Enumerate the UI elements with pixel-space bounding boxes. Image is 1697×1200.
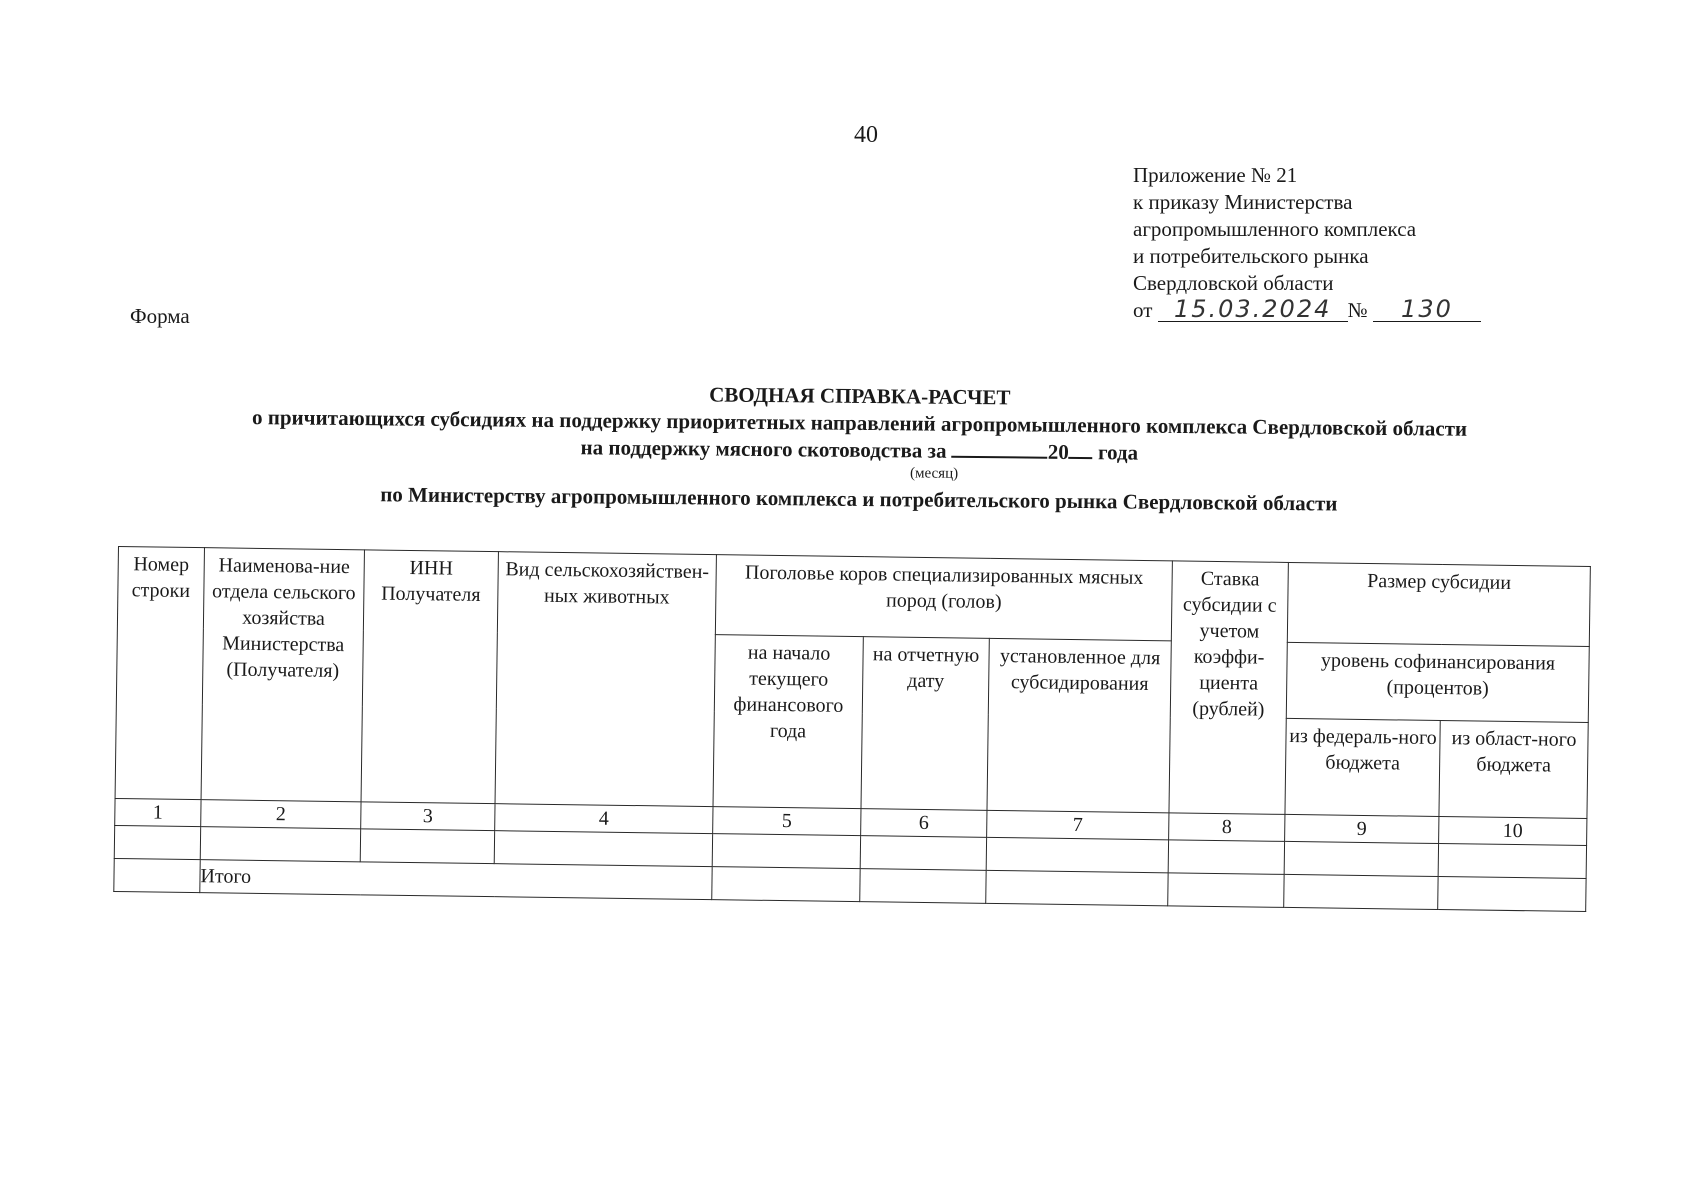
empty-cell bbox=[200, 827, 360, 862]
column-number: 6 bbox=[861, 809, 987, 838]
year-suffix: года bbox=[1097, 440, 1139, 465]
appendix-line: Свердловской области bbox=[1133, 271, 1334, 295]
header-livestock-start: на начало текущего финансового года bbox=[713, 635, 863, 809]
column-number: 9 bbox=[1285, 814, 1439, 843]
header-livestock-group: Поголовье коров специализированных мясных пород (голов) bbox=[715, 555, 1172, 641]
header-cofinancing: уровень софинансирования (процентов) bbox=[1286, 642, 1589, 722]
form-label: Форма bbox=[130, 304, 190, 328]
empty-cell bbox=[114, 825, 200, 859]
column-number: 8 bbox=[1169, 813, 1285, 842]
appendix-line: и потребительского рынка bbox=[1133, 244, 1369, 268]
header-regional: из област-ного бюджета bbox=[1439, 721, 1588, 819]
document-title-block bbox=[139, 376, 1580, 520]
number-prefix: № bbox=[1347, 298, 1368, 322]
column-number: 10 bbox=[1439, 817, 1587, 846]
header-livestock-set: установленное для субсидирования bbox=[987, 638, 1171, 812]
period-text: на поддержку мясного скотоводства за bbox=[580, 435, 947, 463]
column-number: 4 bbox=[495, 804, 713, 834]
empty-cell bbox=[860, 869, 986, 904]
empty-cell bbox=[1438, 877, 1586, 912]
empty-cell bbox=[1168, 873, 1284, 908]
year-prefix: 20 bbox=[1047, 439, 1069, 464]
header-department: Наименова-ние отдела сельского хозяйства Министерства (Получателя) bbox=[201, 548, 364, 802]
year-blank bbox=[1069, 439, 1093, 459]
subsidy-table-wrap bbox=[113, 546, 1591, 912]
empty-cell bbox=[114, 858, 200, 892]
column-number: 1 bbox=[115, 798, 201, 826]
handwritten-number: 130 bbox=[1373, 297, 1481, 322]
header-livestock-report: на отчетную дату bbox=[861, 637, 989, 811]
header-row-number: Номер строки bbox=[115, 547, 204, 800]
handwritten-date: 15.03.2024 bbox=[1158, 297, 1348, 322]
appendix-line: к приказу Министерства bbox=[1133, 190, 1353, 214]
subsidy-table bbox=[113, 546, 1591, 912]
column-number: 2 bbox=[201, 800, 361, 829]
empty-cell bbox=[1284, 874, 1438, 909]
column-number: 3 bbox=[361, 802, 495, 831]
empty-cell bbox=[712, 867, 860, 902]
appendix-line: Приложение № 21 bbox=[1133, 163, 1298, 187]
empty-cell bbox=[360, 829, 494, 864]
order-date-line bbox=[1133, 297, 1481, 324]
empty-cell bbox=[1438, 844, 1586, 879]
document-subtitle: о причитающихся субсидиях на поддержку приоритетных направлений агропромышленного комплекса Свердловской области bbox=[251, 405, 1468, 441]
header-federal: из федераль-ного бюджета bbox=[1285, 718, 1440, 816]
document-title: СВОДНАЯ СПРАВКА-РАСЧЕТ bbox=[709, 382, 1011, 410]
total-label: Итого bbox=[200, 860, 712, 900]
appendix-block bbox=[1133, 162, 1481, 324]
empty-cell bbox=[1168, 840, 1284, 875]
header-animal-type: Вид сельскохозяйствен-ных животных bbox=[495, 552, 716, 807]
column-number: 5 bbox=[713, 807, 861, 836]
empty-cell bbox=[712, 834, 860, 869]
header-inn: ИНН Получателя bbox=[361, 550, 498, 804]
empty-cell bbox=[494, 831, 712, 867]
ministry-line: по Министерству агропромышленного комплекса и потребительского рынка Свердловской области bbox=[380, 482, 1338, 516]
date-prefix: от bbox=[1133, 298, 1153, 322]
column-number: 7 bbox=[987, 810, 1169, 839]
month-blank bbox=[952, 438, 1048, 459]
empty-cell bbox=[986, 837, 1168, 872]
empty-cell bbox=[1284, 841, 1438, 876]
appendix-line: агропромышленного комплекса bbox=[1133, 217, 1417, 241]
header-rate: Ставка субсидии с учетом коэффи-циента (рублей) bbox=[1169, 561, 1288, 815]
empty-cell bbox=[986, 870, 1168, 905]
empty-cell bbox=[860, 836, 986, 871]
month-note: (месяц) bbox=[909, 465, 959, 482]
page-number: 40 bbox=[854, 122, 878, 148]
header-subsidy-group: Размер субсидии bbox=[1287, 562, 1590, 646]
